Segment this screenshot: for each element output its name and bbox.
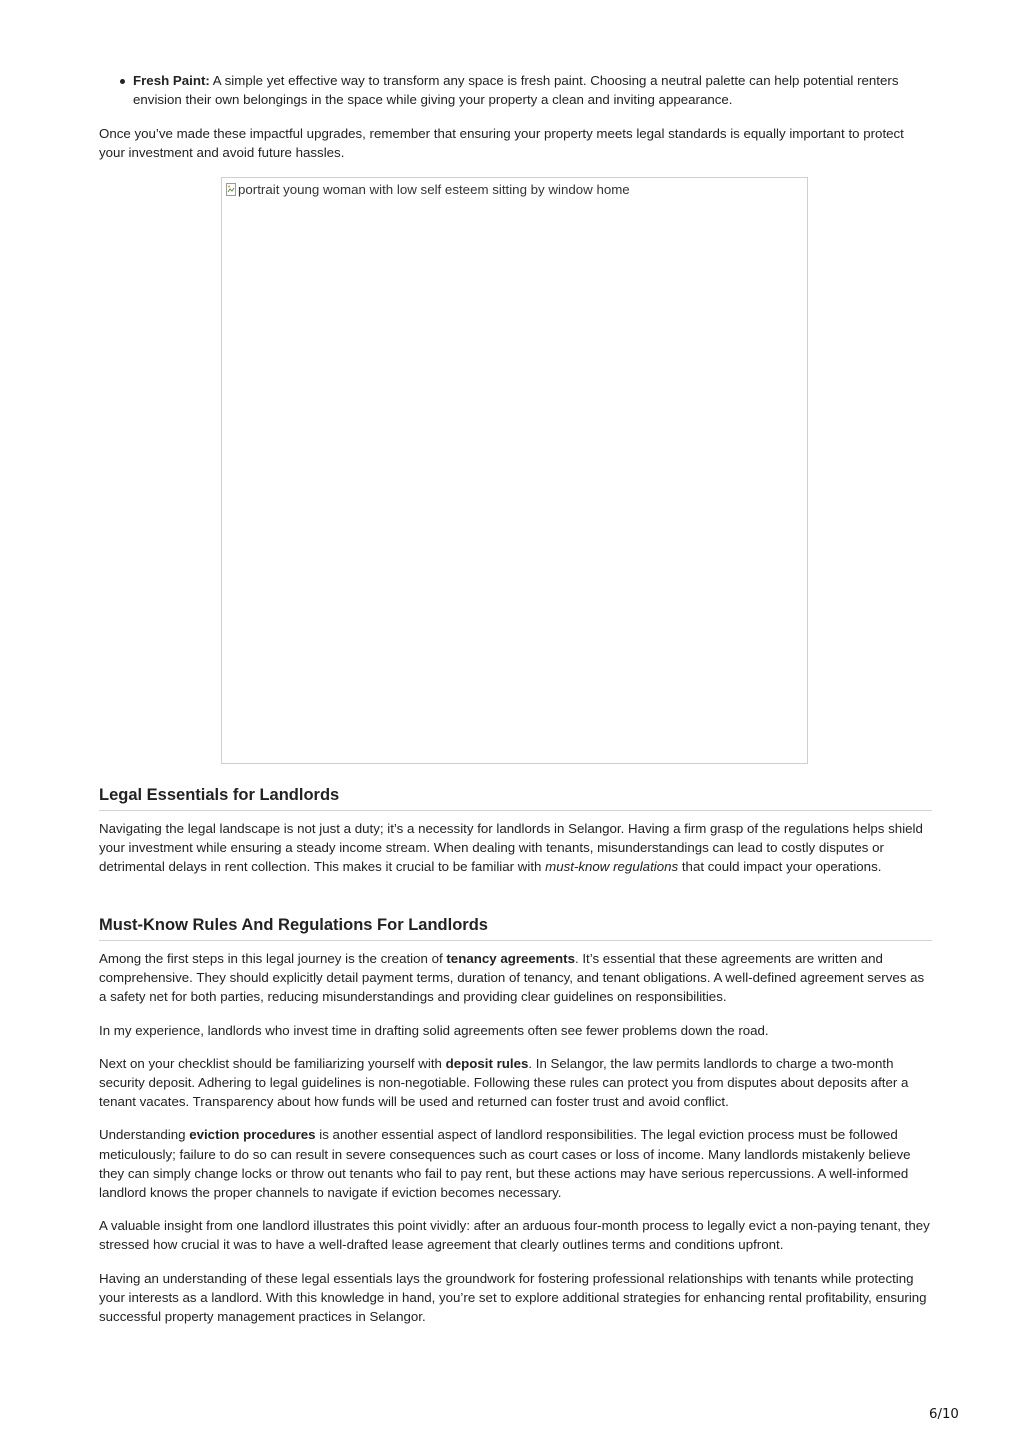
paragraph-text: . It’s essential that these agreements are written and comprehensive. They should explicitly detail payment terms, duration of tenancy, and tenant obligations. A well-defined agreement serves as a safety net for both parties, reducing misunderstandings and providing clear guidelines on responsibilities. bbox=[99, 951, 925, 1005]
paragraph bbox=[99, 1125, 932, 1202]
emphasis-text: must-know regulations bbox=[545, 859, 679, 875]
intro-paragraph: Once you’ve made these impactful upgrades, remember that ensuring your property meets legal standards is equally important to protect your investment and avoid future hassles. bbox=[99, 126, 904, 161]
paragraph: A valuable insight from one landlord illustrates this point vividly: after an arduous four-month process to legally evict a non-paying tenant, they stressed how crucial it was to have a well-drafted lease agreement that clearly outlines terms and conditions upfront. bbox=[99, 1218, 930, 1253]
section-heading: Legal Essentials for Landlords bbox=[99, 785, 932, 811]
paragraph-text: . In Selangor, the law permits landlords to charge a two-month security deposit. Adhering to legal guidelines is non-negotiable. Following these rules can protect you from disputes about deposits after a tenant vacates. Transparency about how funds will be used and returned can foster trust and avoid conflict. bbox=[99, 1055, 909, 1110]
page-number: 6/10 bbox=[929, 1407, 959, 1422]
section-must-know-rules bbox=[99, 915, 932, 1326]
bold-text: deposit rules bbox=[445, 1055, 529, 1071]
image-alt-text-wrapper bbox=[226, 180, 630, 199]
broken-image-icon bbox=[226, 183, 236, 196]
paragraph bbox=[99, 949, 932, 1007]
image-alt-text: portrait young woman with low self esteem sitting by window home bbox=[238, 182, 630, 197]
list-item bbox=[99, 71, 932, 109]
bullet-label: Fresh Paint: bbox=[133, 73, 210, 88]
bullet-list bbox=[99, 71, 932, 109]
paragraph: In my experience, landlords who invest time in drafting solid agreements often see fewer problems down the road. bbox=[99, 1022, 769, 1038]
paragraph-text: Next on your checklist should be familiarizing yourself with bbox=[99, 1055, 446, 1071]
paragraph bbox=[99, 1054, 932, 1112]
paragraph-text: Among the first steps in this legal journey is the creation of bbox=[99, 951, 447, 966]
image-placeholder bbox=[221, 177, 808, 764]
bullet-text: A simple yet effective way to transform any space is fresh paint. Choosing a neutral palette can help potential renters envision their own belongings in the space while giving your property a clean and inviting appearance. bbox=[133, 73, 899, 108]
paragraph-text: is another essential aspect of landlord responsibilities. The legal eviction process must be followed meticulously; failure to do so can result in severe consequences such as court cases or loss of income. Many landlords mistakenly believe they can simply change locks or throw out tenants who fail to pay rent, but these actions may have serious repercussions. A well-informed landlord knows the proper channels to navigate if eviction becomes necessary. bbox=[99, 1127, 911, 1201]
section-heading: Must-Know Rules And Regulations For Landlords bbox=[99, 915, 932, 941]
paragraph-text: Understanding bbox=[99, 1127, 190, 1143]
bold-text: tenancy agreements bbox=[446, 951, 575, 966]
paragraph-text: that could impact your operations. bbox=[678, 859, 882, 875]
bold-text: eviction procedures bbox=[189, 1127, 316, 1143]
paragraph-text: Navigating the legal landscape is not just a duty; it’s a necessity for landlords in Selangor. Having a firm grasp of the regulations helps shield your investment while ensuring a steady income stream. When dealing with tenants, misunderstandings can lead to costly disputes or detrimental delays in rent collection. This makes it crucial to be familiar with bbox=[99, 821, 923, 875]
section-legal-essentials bbox=[99, 785, 932, 877]
paragraph bbox=[99, 819, 932, 877]
paragraph: Having an understanding of these legal essentials lays the groundwork for fostering professional relationships with tenants while protecting your interests as a landlord. With this knowledge in hand, you’re set to explore additional strategies for enhancing rental profitability, ensuring successful property management practices in Selangor. bbox=[99, 1270, 927, 1325]
